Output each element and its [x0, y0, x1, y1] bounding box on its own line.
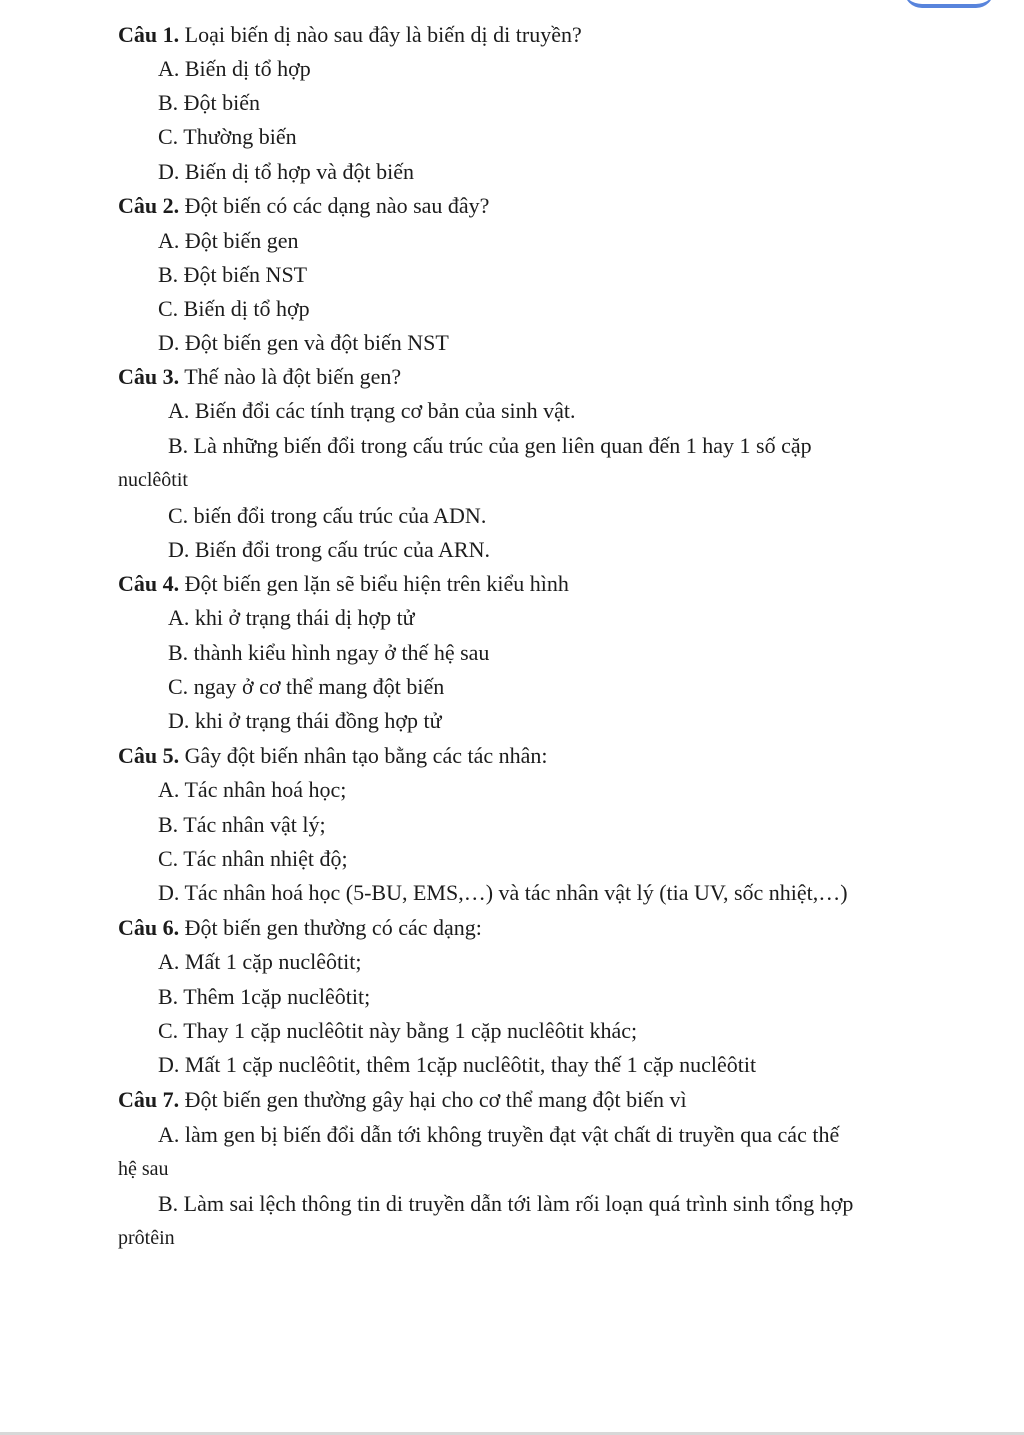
option-6b: B. Thêm 1cặp nuclêôtit;: [158, 984, 371, 1009]
option-2a: A. Đột biến gen: [158, 228, 299, 253]
option-2b: B. Đột biến NST: [158, 262, 308, 287]
option-1d: D. Biến dị tổ hợp và đột biến: [158, 159, 415, 184]
option-1a: A. Biến dị tổ hợp: [158, 56, 311, 81]
question-4: Câu 4. Đột biến gen lặn sẽ biểu hiện trên kiểu hình: [118, 571, 569, 596]
option-4c: C. ngay ở cơ thể mang đột biến: [168, 674, 445, 699]
option-6d: D. Mất 1 cặp nuclêôtit, thêm 1cặp nuclêôtit, thay thế 1 cặp nuclêôtit: [158, 1052, 757, 1077]
option-3c: C. biến đổi trong cấu trúc của ADN.: [168, 503, 487, 528]
option-7b-continued: prôtêin: [118, 1227, 175, 1249]
option-5c: C. Tác nhân nhiệt độ;: [158, 846, 348, 871]
option-3d: D. Biến đổi trong cấu trúc của ARN.: [168, 537, 490, 562]
option-6a: A. Mất 1 cặp nuclêôtit;: [158, 949, 362, 974]
question-7: Câu 7. Đột biến gen thường gây hại cho cơ thể mang đột biến vì: [118, 1087, 687, 1112]
question-3: Câu 3. Thế nào là đột biến gen?: [118, 364, 402, 389]
question-1: Câu 1. Loại biến dị nào sau đây là biến dị di truyền?: [118, 22, 582, 47]
question-6: Câu 6. Đột biến gen thường có các dạng:: [118, 915, 482, 940]
option-4a: A. khi ở trạng thái dị hợp tử: [168, 605, 415, 630]
option-3a: A. Biến đổi các tính trạng cơ bản của sinh vật.: [168, 398, 576, 423]
option-2d: D. Đột biến gen và đột biến NST: [158, 330, 449, 355]
option-1b: B. Đột biến: [158, 90, 261, 115]
option-3b: B. Là những biến đổi trong cấu trúc của gen liên quan đến 1 hay 1 số cặp: [168, 433, 812, 458]
option-7a: A. làm gen bị biến đổi dẫn tới không truyền đạt vật chất di truyền qua các thế: [158, 1122, 840, 1147]
option-2c: C. Biến dị tổ hợp: [158, 296, 310, 321]
option-3b-continued: nuclêôtit: [118, 469, 188, 491]
option-7a-continued: hệ sau: [118, 1158, 169, 1180]
question-2: Câu 2. Đột biến có các dạng nào sau đây?: [118, 193, 490, 218]
option-5b: B. Tác nhân vật lý;: [158, 812, 326, 837]
option-1c: C. Thường biến: [158, 124, 297, 149]
option-4d: D. khi ở trạng thái đồng hợp tử: [168, 708, 442, 733]
question-5: Câu 5. Gây đột biến nhân tạo bằng các tác nhân:: [118, 743, 548, 768]
option-5a: A. Tác nhân hoá học;: [158, 777, 347, 802]
option-7b: B. Làm sai lệch thông tin di truyền dẫn tới làm rối loạn quá trình sinh tổng hợp: [158, 1191, 854, 1216]
option-5d: D. Tác nhân hoá học (5-BU, EMS,…) và tác nhân vật lý (tia UV, sốc nhiệt,…): [158, 880, 848, 905]
option-4b: B. thành kiểu hình ngay ở thế hệ sau: [168, 640, 490, 665]
option-6c: C. Thay 1 cặp nuclêôtit này bằng 1 cặp nuclêôtit khác;: [158, 1018, 638, 1043]
